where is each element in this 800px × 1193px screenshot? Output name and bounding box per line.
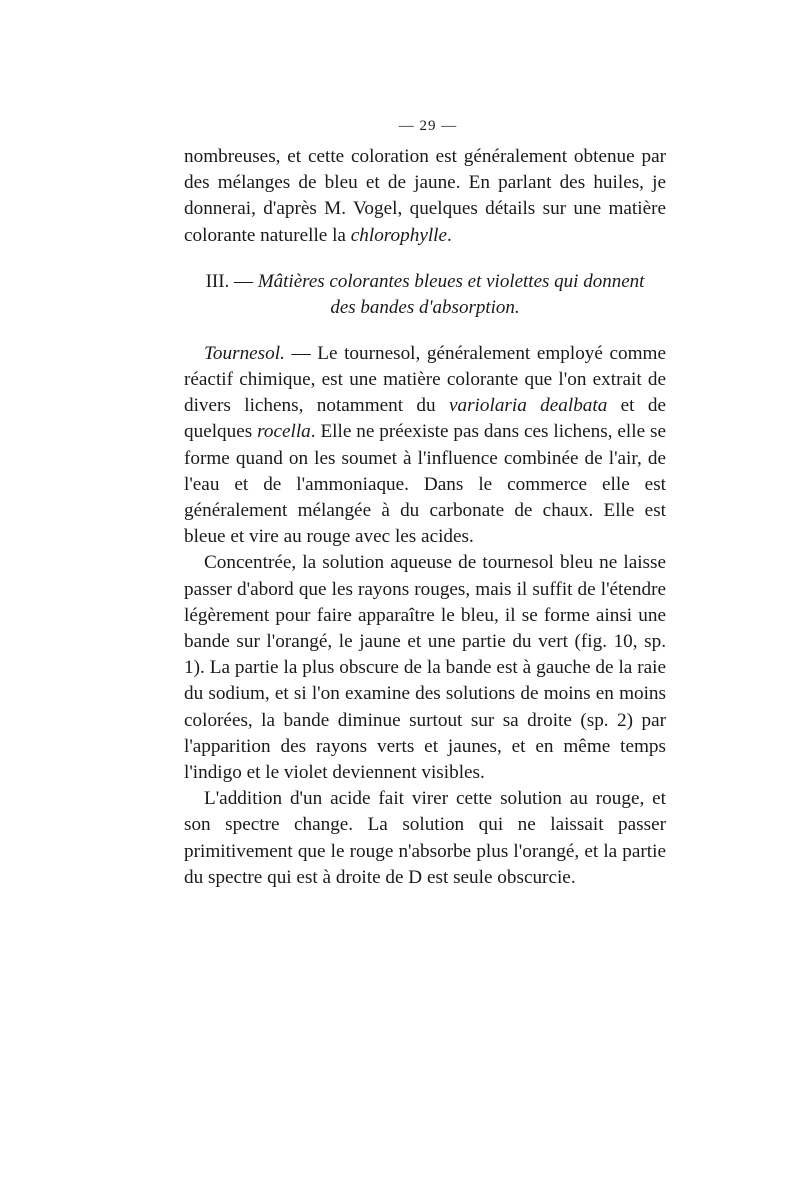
paragraph-2-italic-1: variolaria dealbata [448,395,608,417]
paragraph-4: L'addition d'un acide fait virer cette solution au rouge, et son spectre change. La solution qui ne laissait passer primitivement que le rouge n'absorbe plus l'orangé, et la partie du spectre qui est à droite de D est seule obscurcie. [184,788,666,888]
section-heading [184,269,666,321]
paragraph-2-lead: Tournesol. [204,342,285,364]
paragraph-2-italic-2: rocella [257,421,311,443]
paragraph-1-end: . [447,224,452,246]
page-number: — 29 — [398,118,458,134]
paragraph-1-italic: chlorophylle [350,224,448,246]
paragraph-2-text-1: — Le tournesol, généralement employé comme réactif chimique, est une matière colorante que l'on extrait de divers lichens, notamment du [184,342,666,417]
paragraph-1-text: nombreuses, et cette coloration est généralement obtenue par des mélanges de bleu et de jaune. En parlant des huiles, je donnerai, d'après M. Vogel, quelques détails sur une matière colorante naturelle la [184,146,666,246]
paragraph-2-text-2: et de quelques [184,395,666,443]
section-number: III. — [205,270,258,292]
section-title-line-2: des bandes d'absorption. [330,296,520,318]
paragraph-1 [184,144,666,249]
paragraph-3: Concentrée, la solution aqueuse de tournesol bleu ne laisse passer d'abord que les rayons rouges, mais il suffit de l'étendre légèrement pour faire apparaître le bleu, il se forme ainsi une bande sur l'orangé, le jaune et une partie du vert (fig. 10, sp. 1). La partie la plus obscure de la bande est à gauche de la raie du sodium, et si l'on examine des solutions de moins en moins colorées, la bande diminue surtout sur sa droite (sp. 2) par l'apparition des rayons verts et jaunes, et en même temps l'indigo et le violet deviennent visibles. [184,552,666,784]
body-text [184,144,666,891]
paragraph-2 [184,341,666,551]
section-title-line-1: Mâtières colorantes bleues et violettes qui donnent [257,270,645,292]
paragraph-2-text-3: . Elle ne préexiste pas dans ces lichens, elle se forme quand on les soumet à l'influence combinée de l'air, de l'eau et de l'ammoniaque. Dans le commerce elle est généralement mélangée à du carbonate de chaux. Elle est bleue et vire au rouge avec les acides. [184,421,666,548]
